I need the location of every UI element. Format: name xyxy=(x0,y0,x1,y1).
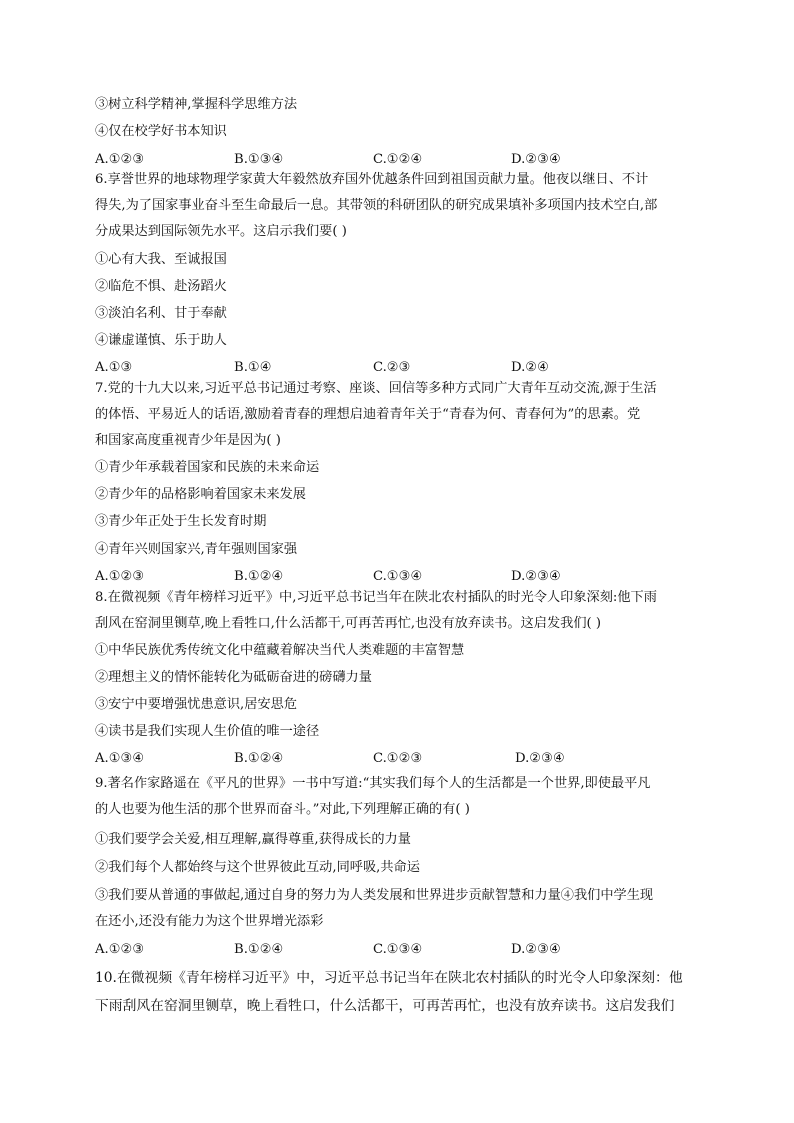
option-line: 在还小,还没有能力为这个世界增光添彩 xyxy=(95,914,324,929)
option-b: B.①②④ xyxy=(234,751,284,766)
question-9-text: 9.著名作家路遥在《平凡的世界》一书中写道:“其实我们每个人的生活都是一个世界,即使最平凡 xyxy=(95,776,651,791)
question-6-text: 分成果达到国际领先水平。这启示我们要( ) xyxy=(95,224,347,239)
option-line: ②理想主义的情怀能转化为砥砺奋进的磅礴力量 xyxy=(95,670,372,685)
question-6-text: 得失,为了国家事业奋斗至生命最后一息。其带领的科研团队的研究成果填补多项国内技术空白,部 xyxy=(95,198,658,213)
answer-options xyxy=(95,567,735,587)
option-line: ①心有大我、至诚报国 xyxy=(95,252,227,267)
answer-options xyxy=(95,358,735,378)
answer-options xyxy=(95,940,735,960)
option-c: C.②③ xyxy=(373,360,411,375)
option-c: C.①③④ xyxy=(373,569,423,584)
question-9-text: 的人也要为他生活的那个世界而奋斗。”对此,下列理解正确的有( ) xyxy=(95,802,470,817)
option-d: D.②③④ xyxy=(511,152,561,167)
question-8-text: 刮风在窑洞里铡草,晚上看牲口,什么活都干,可再苦再忙,也没有放弃读书。这启发我们( ) xyxy=(95,616,601,631)
option-line: ③淡泊名利、甘于奉献 xyxy=(95,306,227,321)
option-line: ③安宁中要增强忧患意识,居安思危 xyxy=(95,697,298,712)
option-a: A.①③④ xyxy=(95,751,145,766)
option-line: ①青少年承载着国家和民族的未来命运 xyxy=(95,460,320,475)
answer-options xyxy=(95,150,735,170)
option-c: C.①③④ xyxy=(373,942,423,957)
option-a: A.①②③ xyxy=(95,152,145,167)
option-c: C.①②④ xyxy=(373,152,423,167)
option-line: ②临危不惧、赴汤蹈火 xyxy=(95,279,227,294)
option-d: D.②③④ xyxy=(515,751,565,766)
question-10-text: 10.在微视频《青年榜样习近平》中，习近平总书记当年在陕北农村插队的时光令人印象深刻：他 xyxy=(95,970,683,986)
option-b: B.①③④ xyxy=(234,152,284,167)
option-line: ①中华民族优秀传统文化中蕴藏着解决当代人类难题的丰富智慧 xyxy=(95,643,465,658)
question-7-text: 7.党的十九大以来,习近平总书记通过考察、座谈、回信等多种方式同广大青年互动交流,源于生活 xyxy=(95,381,657,396)
question-7-text: 的体悟、平易近人的话语,激励着青春的理想启迪着青年关于“青春为何、青春何为”的思素。党 xyxy=(95,407,641,422)
option-c: C.①②③ xyxy=(373,751,423,766)
option-line: ④仅在校学好书本知识 xyxy=(95,124,227,139)
option-line: ③树立科学精神,掌握科学思维方法 xyxy=(95,97,298,112)
option-line: ②青少年的品格影响着国家未来发展 xyxy=(95,487,306,502)
option-line: ③我们要从普通的事做起,通过自身的努力为人类发展和世界进步贡献智慧和力量④我们中学生现 xyxy=(95,888,654,903)
option-b: B.①④ xyxy=(234,360,272,375)
option-line: ①我们要学会关爱,相互理解,赢得尊重,获得成长的力量 xyxy=(95,832,411,847)
question-8-text: 8.在微视频《青年榜样习近平》中,习近平总书记当年在陕北农村插队的时光令人印象深刻:他下雨 xyxy=(95,590,657,605)
option-line: ④读书是我们实现人生价值的唯一途径 xyxy=(95,724,320,739)
option-d: D.②③④ xyxy=(511,569,561,584)
option-b: B.①②④ xyxy=(234,569,284,584)
option-a: A.①②③ xyxy=(95,942,145,957)
question-10-text: 下雨刮风在窑洞里铡草，晚上看牲口，什么活都干，可再苦再忙，也没有放弃读书。这启发我们 xyxy=(95,998,675,1014)
option-line: ③青少年正处于生长发育时期 xyxy=(95,514,267,529)
option-a: A.①②③ xyxy=(95,569,145,584)
question-6-text: 6.享誉世界的地球物理学家黄大年毅然放弃国外优越条件回到祖国贡献力量。他夜以继日、不计 xyxy=(95,172,649,187)
option-line: ④谦虚谨慎、乐于助人 xyxy=(95,333,227,348)
answer-options xyxy=(95,749,735,769)
question-7-text: 和国家高度重视青少年是因为( ) xyxy=(95,433,281,448)
option-line: ④青年兴则国家兴,青年强则国家强 xyxy=(95,542,298,557)
option-d: D.②③④ xyxy=(511,942,561,957)
option-a: A.①③ xyxy=(95,360,133,375)
option-b: B.①②④ xyxy=(234,942,284,957)
option-line: ②我们每个人都始终与这个世界彼此互动,同呼吸,共命运 xyxy=(95,860,420,875)
option-d: D.②④ xyxy=(511,360,549,375)
